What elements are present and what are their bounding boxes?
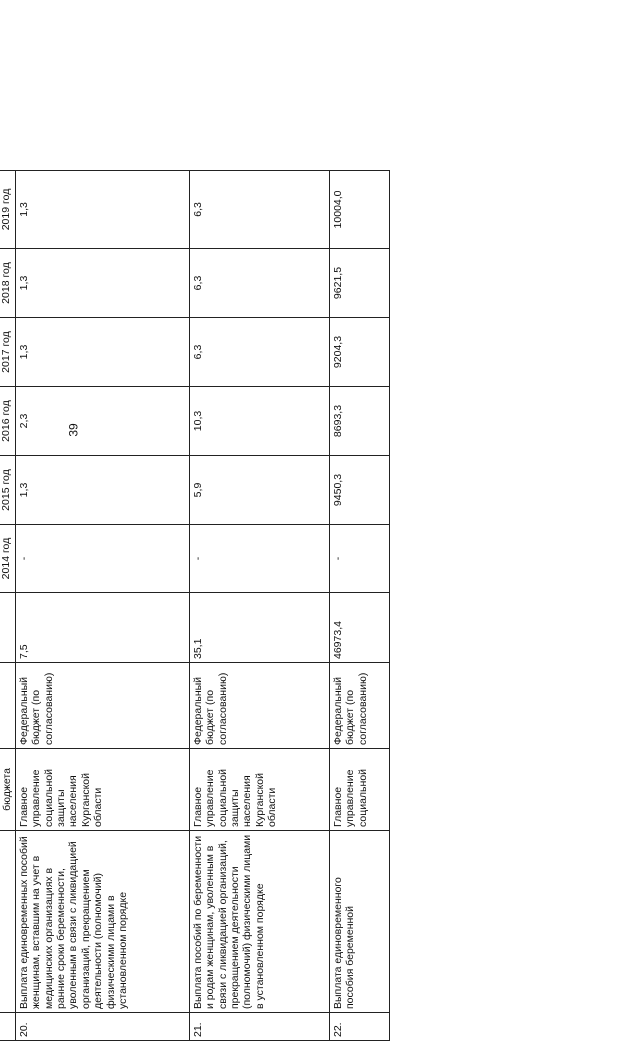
row-num: 22.: [329, 1013, 389, 1041]
row-year-value: 1,3: [15, 318, 189, 387]
row-year-value: 2,3: [15, 387, 189, 456]
row-year-value: 1,3: [15, 456, 189, 525]
row-year-value: 6,3: [189, 249, 329, 318]
row-task: Выплата пособий по беременности и родам женщинам, уволенным в связи с ликвидацией организаций, прекращением деятельности (полномочий) физическими лицами в установленном порядке: [189, 831, 329, 1013]
row-year-value: 10,3: [189, 387, 329, 456]
row-year-value: 9621,5: [329, 249, 389, 318]
row-year-value: 9450,3: [329, 456, 389, 525]
header-year: 2015 год: [0, 456, 15, 525]
financing-table: [0, 170, 390, 1041]
row-total: 46973,4: [329, 593, 389, 663]
header-year: 2019 год: [0, 170, 15, 248]
row-num: 20.: [15, 1013, 189, 1041]
row-year-value: 9204,3: [329, 318, 389, 387]
header-total: [0, 593, 15, 663]
row-year-value: -: [189, 525, 329, 593]
row-task: Выплата единовременных пособий женщинам, вставшим на учет в медицинских организациях в ранние сроки беременности, уволенным в связи с ликвидацией организаций, прекращением деятельности (полномочий) физическими лицами в установленном порядке: [15, 831, 189, 1013]
row-manager: Главное управление социальной защиты населения Курганской области: [189, 749, 329, 831]
row-manager: Главное управление социальной: [329, 749, 389, 831]
row-year-value: -: [15, 525, 189, 593]
row-year-value: 1,3: [15, 249, 189, 318]
row-total: 35,1: [189, 593, 329, 663]
row-total: 7,5: [15, 593, 189, 663]
rotated-table-container: [0, 171, 436, 1041]
row-task: Выплата единовременного пособия беременной: [329, 831, 389, 1013]
header-year: 2017 год: [0, 318, 15, 387]
table-row: [329, 170, 389, 1040]
row-year-value: 8693,3: [329, 387, 389, 456]
header-year: 2014 год: [0, 525, 15, 593]
header-num: [0, 1013, 15, 1041]
row-source: Федеральный бюджет (по согласованию): [329, 663, 389, 749]
header-year: 2016 год: [0, 387, 15, 456]
header-manager: бюджета: [0, 749, 15, 831]
row-num: 21.: [189, 1013, 329, 1041]
row-year-value: 5,9: [189, 456, 329, 525]
header-task: [0, 831, 15, 1013]
row-year-value: 1,3: [15, 170, 189, 248]
row-source: Федеральный бюджет (по согласованию): [15, 663, 189, 749]
table-row: [15, 170, 189, 1040]
row-year-value: -: [329, 525, 389, 593]
row-source: Федеральный бюджет (по согласованию): [189, 663, 329, 749]
header-source: [0, 663, 15, 749]
header-year: 2018 год: [0, 249, 15, 318]
row-year-value: 6,3: [189, 318, 329, 387]
row-manager: Главное управление социальной защиты населения Курганской области: [15, 749, 189, 831]
table-row: [189, 170, 329, 1040]
row-year-value: 6,3: [189, 170, 329, 248]
page-number: 39: [66, 423, 81, 437]
row-year-value: 10004,0: [329, 170, 389, 248]
